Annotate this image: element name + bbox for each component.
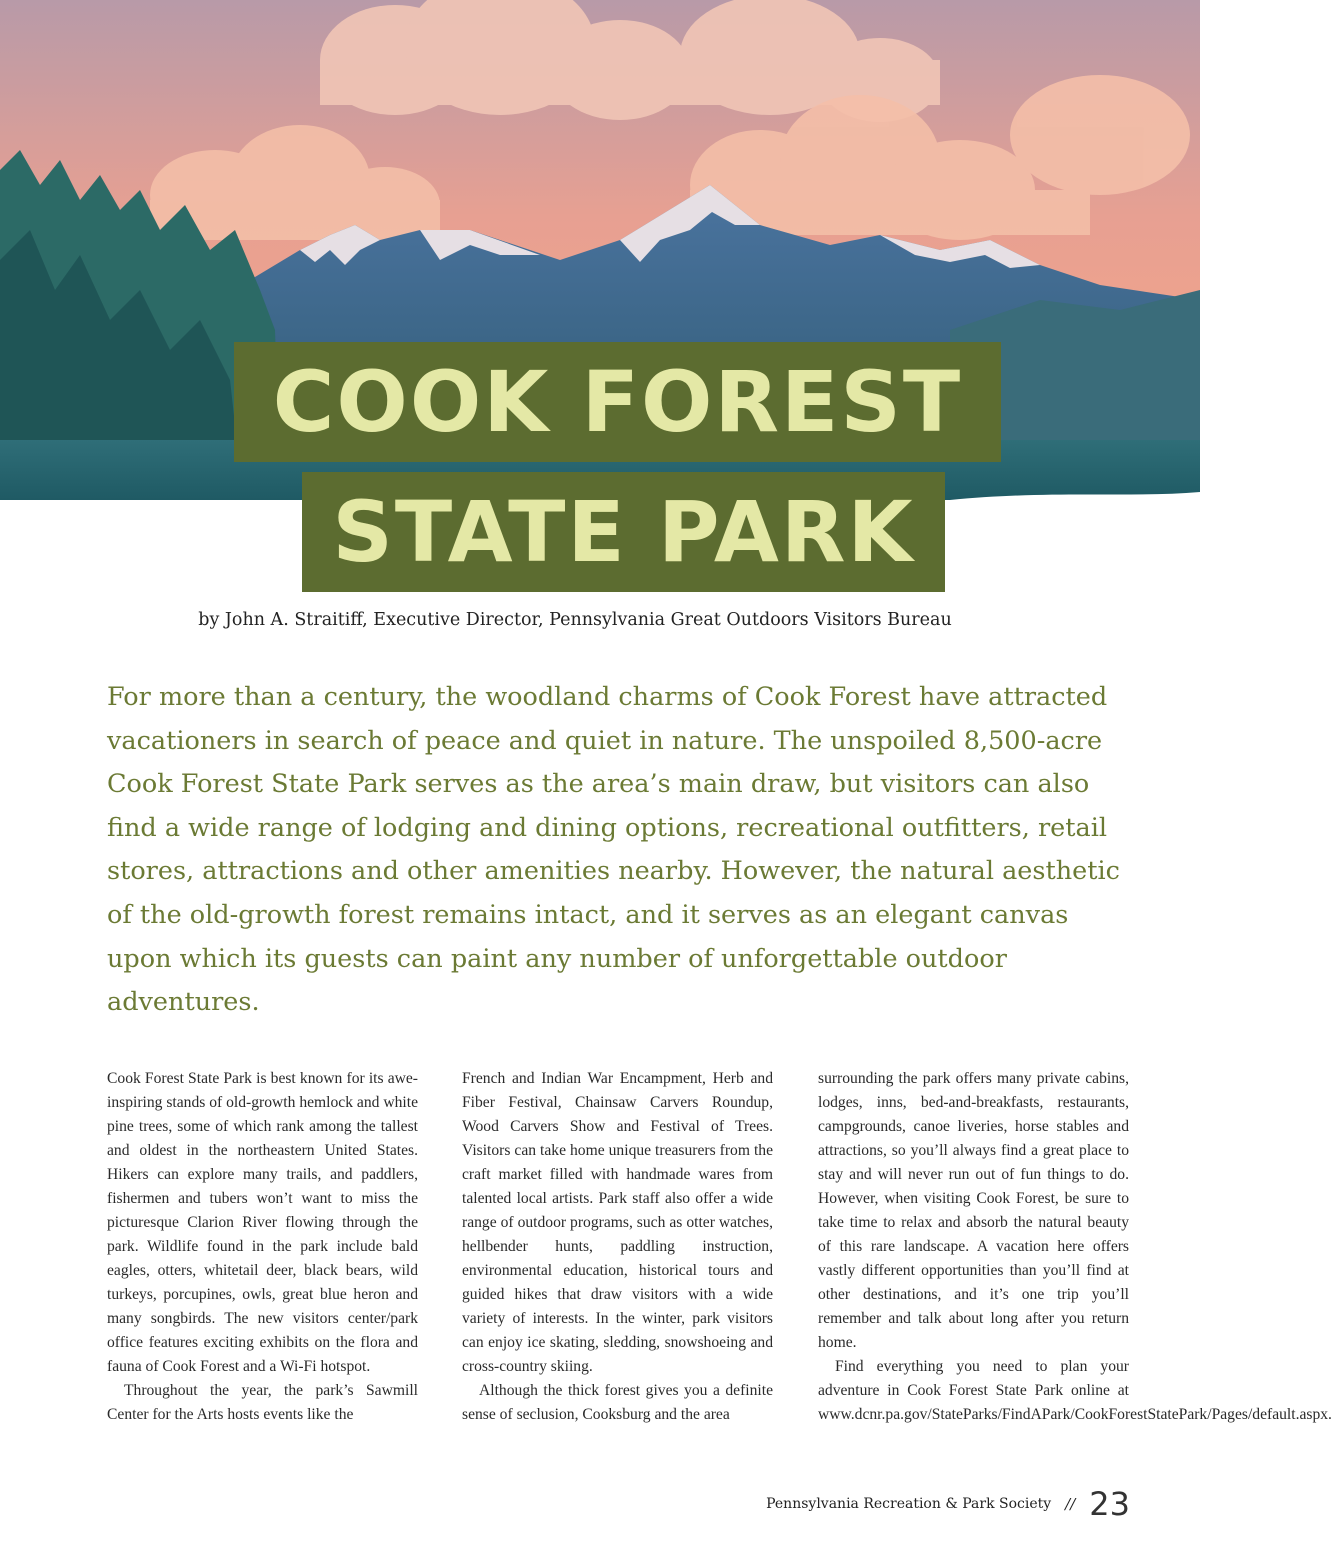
- title-line-1: COOK FOREST: [234, 342, 1001, 462]
- byline: by John A. Straitiff, Executive Director, Pennsylvania Great Outdoors Visitors Bureau: [198, 610, 952, 630]
- footer-organization: Pennsylvania Recreation & Park Society: [766, 1496, 1052, 1512]
- column-3: [818, 1067, 1332, 1427]
- column-1: [107, 1067, 418, 1427]
- body-paragraph-4: Find everything you need to plan your adventure in Cook Forest State Park online at www.dcnr.pa.gov/StateParks/FindAPark/CookForestStatePark/Pages/default.aspx.: [818, 1358, 1332, 1423]
- body-paragraph-2-continued: French and Indian War Encampment, Herb and Fiber Festival, Chainsaw Carvers Roundup, Wood Carvers Show and Festival of Trees. Visitors can take home unique treasurers from the craft market filled with handmade wares from talented local artists. Park staff also offer a wide range of outdoor programs, such as otter watches, hellbender hunts, paddling instruction, environmental education, historical tours and guided hikes that draw visitors with a wide variety of interests. In the winter, park visitors can enjoy ice skating, sledding, snowshoeing and cross-country skiing.: [462, 1070, 773, 1375]
- footer-separator: //: [1065, 1495, 1076, 1513]
- page-footer: [766, 1484, 1130, 1524]
- page-number: 23: [1089, 1485, 1130, 1523]
- title-line-2: STATE PARK: [302, 472, 945, 592]
- body-paragraph-3-start: Although the thick forest gives you a definite sense of seclusion, Cooksburg and the area: [462, 1382, 773, 1423]
- body-paragraph-3-continued: surrounding the park offers many private cabins, lodges, inns, bed-and-breakfasts, restaurants, campgrounds, canoe liveries, horse stables and attractions, so you’ll always find a great place to stay and will never run out of fun things to do. However, when visiting Cook Forest, be sure to take time to relax and absorb the natural beauty of this rare landscape. A vacation here offers vastly different opportunities than you’ll find at other destinations, and it’s one trip you’ll remember and talk about long after you return home.: [818, 1070, 1129, 1351]
- intro-paragraph: For more than a century, the woodland charms of Cook Forest have attracted vacationers in search of peace and quiet in nature. The unspoiled 8,500-acre Cook Forest State Park serves as the area’s main draw, but visitors can also find a wide range of lodging and dining options, recreational outfitters, retail stores, attractions and other amenities nearby. However, the natural aesthetic of the old-growth forest remains intact, and it serves as an elegant canvas upon which its guests can paint any number of unforgettable outdoor adventures.: [107, 682, 1120, 1018]
- body-paragraph-1: Cook Forest State Park is best known for its awe-inspiring stands of old-growth hemlock and white pine trees, some of which rank among the tallest and oldest in the northeastern United States. Hikers can explore many trails, and paddlers, fishermen and tubers won’t want to miss the picturesque Clarion River flowing through the park. Wildlife found in the park include bald eagles, otters, whitetail deer, black bears, wild turkeys, porcupines, owls, great blue heron and many songbirds. The new visitors center/park office features exciting exhibits on the flora and fauna of Cook Forest and a Wi-Fi hotspot.: [107, 1070, 418, 1375]
- column-2: [462, 1067, 773, 1427]
- body-paragraph-2-start: Throughout the year, the park’s Sawmill Center for the Arts hosts events like the: [107, 1382, 418, 1423]
